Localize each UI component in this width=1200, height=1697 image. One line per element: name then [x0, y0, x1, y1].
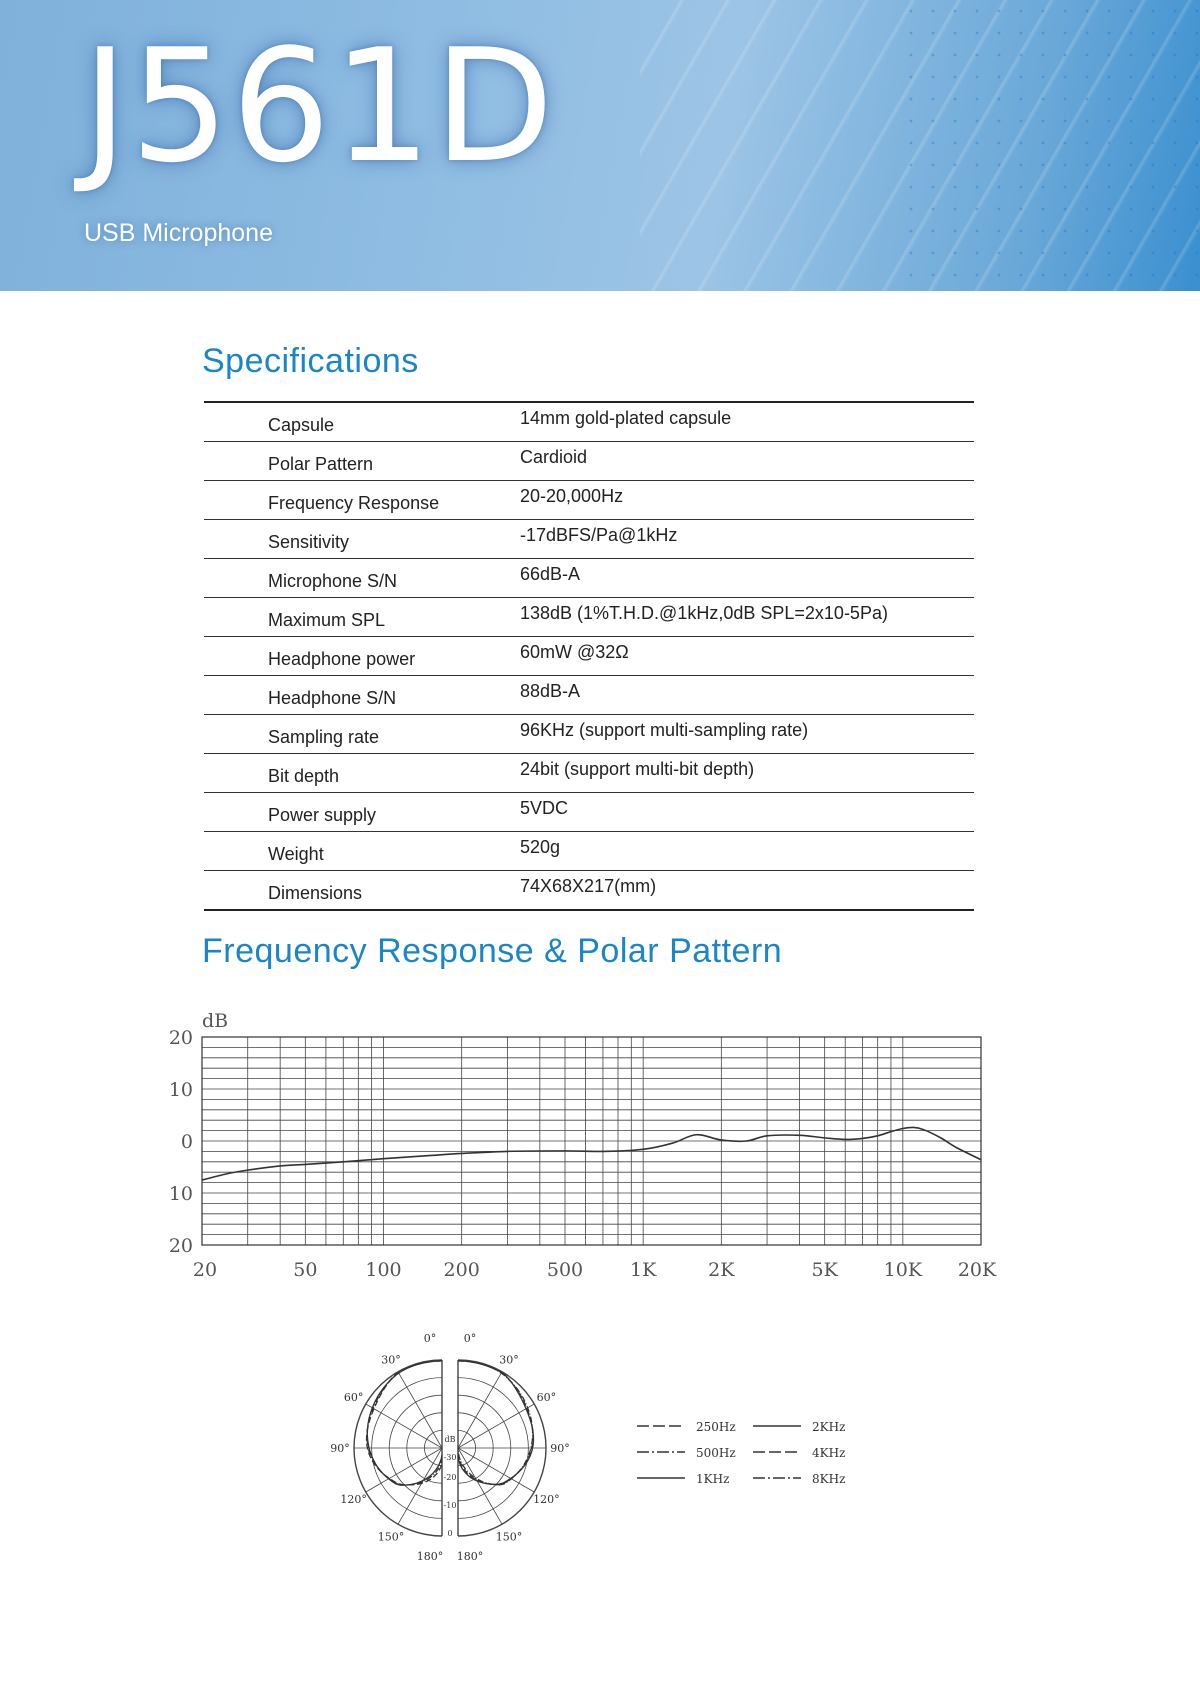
- y-tick-label: 20: [168, 1235, 193, 1257]
- spec-label: Polar Pattern: [268, 454, 374, 474]
- legend-label: 4KHz: [812, 1446, 846, 1460]
- polar-angle-label: 90°: [550, 1442, 570, 1455]
- polar-trace-2khz: [458, 1361, 534, 1484]
- spec-value: 5VDC: [520, 798, 569, 818]
- x-tick-label: 20: [192, 1259, 218, 1281]
- x-tick-label: 100: [365, 1259, 402, 1281]
- polar-angle-label: 60°: [343, 1391, 364, 1404]
- spec-value: 74X68X217(mm): [520, 876, 657, 896]
- polar-spoke: [398, 1448, 442, 1524]
- banner-dots: [900, 0, 1200, 291]
- polar-angle-label: 0°: [463, 1332, 477, 1345]
- spec-label: Maximum SPL: [268, 610, 386, 630]
- polar-angle-label: 150°: [377, 1530, 405, 1544]
- spec-value: 14mm gold-plated capsule: [520, 408, 732, 428]
- polar-radial-label: 0: [447, 1529, 453, 1538]
- spec-label: Power supply: [268, 805, 377, 825]
- chart-grid: [202, 1037, 981, 1245]
- spec-row: [204, 520, 974, 559]
- x-tick-label: 20K: [957, 1259, 997, 1281]
- spec-label: Microphone S/N: [268, 571, 398, 591]
- spec-label: Capsule: [268, 415, 335, 435]
- polar-trace-8khz: [458, 1361, 533, 1485]
- polar-spoke: [458, 1448, 502, 1524]
- x-tick-label: 500: [546, 1259, 584, 1281]
- product-subtitle: USB Microphone: [84, 219, 273, 247]
- polar-trace-500hz: [367, 1361, 442, 1485]
- polar-radial-label: dB: [444, 1435, 456, 1444]
- polar-angle-label: 120°: [340, 1493, 367, 1506]
- legend-label: 250Hz: [696, 1420, 736, 1434]
- x-tick-label: 200: [443, 1259, 480, 1281]
- legend-label: 1KHz: [696, 1472, 730, 1486]
- x-tick-label: 5K: [811, 1259, 838, 1281]
- model-name: J561D: [82, 15, 556, 197]
- header-banner: [0, 0, 1200, 291]
- polar-angle-label: 150°: [495, 1530, 523, 1544]
- specifications-title: Specifications: [202, 342, 419, 380]
- polar-angle-label: 30°: [381, 1353, 401, 1367]
- spec-label: Weight: [268, 844, 324, 864]
- spec-row: [204, 871, 974, 909]
- spec-row: [204, 676, 974, 715]
- spec-value: 88dB-A: [520, 681, 581, 701]
- polar-radial-label: -20: [443, 1473, 457, 1482]
- spec-value: Cardioid: [520, 447, 588, 467]
- polar-spoke: [366, 1404, 442, 1448]
- spec-label: Headphone power: [268, 649, 416, 669]
- spec-label: Headphone S/N: [268, 688, 397, 708]
- spec-value: -17dBFS/Pa@1kHz: [520, 525, 678, 545]
- y-tick-label: 20: [168, 1027, 193, 1049]
- spec-label: Frequency Response: [268, 493, 440, 513]
- polar-spoke: [458, 1448, 534, 1492]
- spec-row: [204, 442, 974, 481]
- polar-angle-label: 30°: [499, 1353, 519, 1367]
- legend-label: 8KHz: [812, 1472, 846, 1486]
- spec-row: [204, 754, 974, 793]
- spec-row: [204, 637, 974, 676]
- polar-spoke: [458, 1404, 534, 1448]
- polar-legend: [630, 1410, 850, 1490]
- polar-angle-label: 60°: [536, 1391, 557, 1404]
- spec-value: 96KHz (support multi-sampling rate): [520, 720, 809, 740]
- polar-trace-1khz: [367, 1361, 442, 1485]
- spec-row: [204, 481, 974, 520]
- polar-spoke: [398, 1372, 442, 1448]
- spec-value: 66dB-A: [520, 564, 581, 584]
- spec-label: Sampling rate: [268, 727, 380, 747]
- polar-radial-label: -30: [443, 1453, 457, 1462]
- polar-angle-label: 0°: [423, 1332, 437, 1345]
- polar-angle-label: 120°: [533, 1493, 560, 1506]
- spec-value: 60mW @32Ω: [520, 642, 629, 662]
- x-tick-label: 1K: [630, 1259, 657, 1281]
- y-tick-label: 10: [168, 1183, 193, 1205]
- spec-value: 520g: [520, 837, 561, 857]
- spec-row: [204, 598, 974, 637]
- spec-row: [204, 559, 974, 598]
- spec-label: Bit depth: [268, 766, 340, 786]
- x-tick-label: 10K: [883, 1259, 923, 1281]
- spec-row: [204, 715, 974, 754]
- polar-angle-label: 180°: [456, 1550, 484, 1563]
- y-axis-label: dB: [202, 1010, 229, 1032]
- x-tick-label: 2K: [708, 1259, 735, 1281]
- polar-trace-4khz: [458, 1361, 533, 1485]
- spec-label: Sensitivity: [268, 532, 350, 552]
- spec-value: 20-20,000Hz: [520, 486, 624, 506]
- legend-label: 500Hz: [696, 1446, 736, 1460]
- charts-title: Frequency Response & Polar Pattern: [202, 932, 783, 970]
- polar-angle-label: 180°: [416, 1550, 444, 1563]
- spec-table: [204, 401, 974, 911]
- x-tick-label: 50: [293, 1259, 318, 1281]
- y-tick-label: 10: [168, 1079, 193, 1101]
- frequency-response-chart: [0, 995, 1200, 1295]
- spec-row: [204, 832, 974, 871]
- spec-row: [204, 793, 974, 832]
- polar-pattern-chart: [320, 1332, 580, 1570]
- polar-angle-label: 90°: [330, 1442, 350, 1455]
- y-tick-label: 0: [180, 1131, 193, 1153]
- spec-value: 138dB (1%T.H.D.@1kHz,0dB SPL=2x10-5Pa): [520, 603, 888, 623]
- legend-label: 2KHz: [812, 1420, 846, 1434]
- spec-row: [204, 403, 974, 442]
- polar-spoke: [458, 1372, 502, 1448]
- spec-label: Dimensions: [268, 883, 363, 903]
- polar-radial-label: -10: [443, 1501, 457, 1510]
- spec-value: 24bit (support multi-bit depth): [520, 759, 755, 779]
